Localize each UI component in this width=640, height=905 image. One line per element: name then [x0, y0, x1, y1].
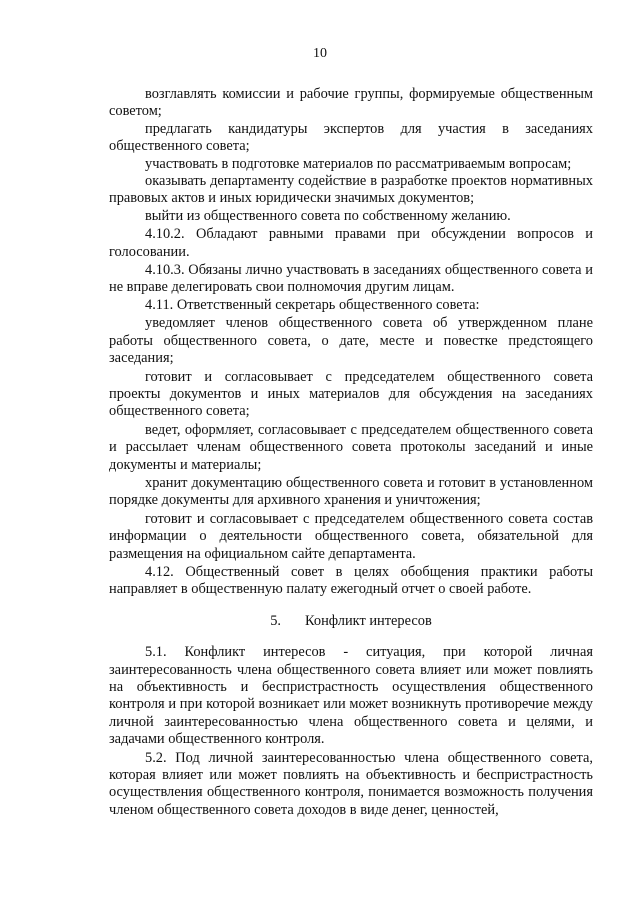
section-title: Конфликт интересов	[305, 612, 432, 629]
paragraph: возглавлять комиссии и рабочие группы, формируемые общественным советом;	[109, 86, 593, 120]
paragraph: оказывать департаменту содействие в разработке проектов нормативных правовых актов и иных юридически значимых документов;	[109, 173, 593, 207]
paragraph: готовит и согласовывает с председателем общественного совета состав информации о деятельности общественного совета, обязательной для размещения на официальном сайте департамента.	[109, 510, 593, 562]
paragraph: хранит документацию общественного совета и готовит в установленном порядке документы для архивного хранения и уничтожения;	[109, 474, 593, 509]
paragraph: готовит и согласовывает с председателем общественного совета проекты документов и иных материалов для обсуждения на заседаниях общественного совета;	[109, 368, 593, 420]
paragraph: уведомляет членов общественного совета об утвержденном плане работы общественного совета, о дате, месте и повестке предстоящего заседания;	[109, 315, 593, 367]
document-body	[109, 86, 593, 819]
paragraph: 4.10.3. Обязаны лично участвовать в заседаниях общественного совета и не вправе делегировать свои полномочия другим лицам.	[109, 262, 593, 296]
paragraph: ведет, оформляет, согласовывает с председателем общественного совета и рассылает членам общественного совета протоколы заседаний и иные документы и материалы;	[109, 421, 593, 473]
paragraph: 4.12. Общественный совет в целях обобщения практики работы направляет в общественную палату ежегодный отчет о своей работе.	[109, 563, 593, 598]
paragraph: 4.10.2. Обладают равными правами при обсуждении вопросов и голосовании.	[109, 226, 593, 260]
paragraph: 5.1. Конфликт интересов - ситуация, при которой личная заинтересованность члена общественного совета влияет или может повлиять на объективность и беспристрастность осуществления общественного контроля и при которой возникает или может возникнуть противоречие между личной заинтересованностью члена общественного совета и целями, и задачами общественного контроля.	[109, 644, 593, 748]
section-number: 5.	[270, 612, 282, 629]
paragraph: участвовать в подготовке материалов по рассматриваемым вопросам;	[145, 155, 572, 172]
paragraph: выйти из общественного совета по собственному желанию.	[145, 207, 511, 224]
paragraph: 4.11. Ответственный секретарь общественного совета:	[145, 296, 480, 313]
paragraph: 5.2. Под личной заинтересованностью члена общественного совета, которая влияет или может повлиять на объективность и беспристрастность осуществления общественного контроля, понимается возможность получения членом общественного совета доходов в виде денег, ценностей,	[109, 749, 593, 818]
page-number: 10	[313, 46, 327, 61]
paragraph: предлагать кандидатуры экспертов для участия в заседаниях общественного совета;	[109, 120, 593, 155]
section-heading	[109, 613, 593, 630]
